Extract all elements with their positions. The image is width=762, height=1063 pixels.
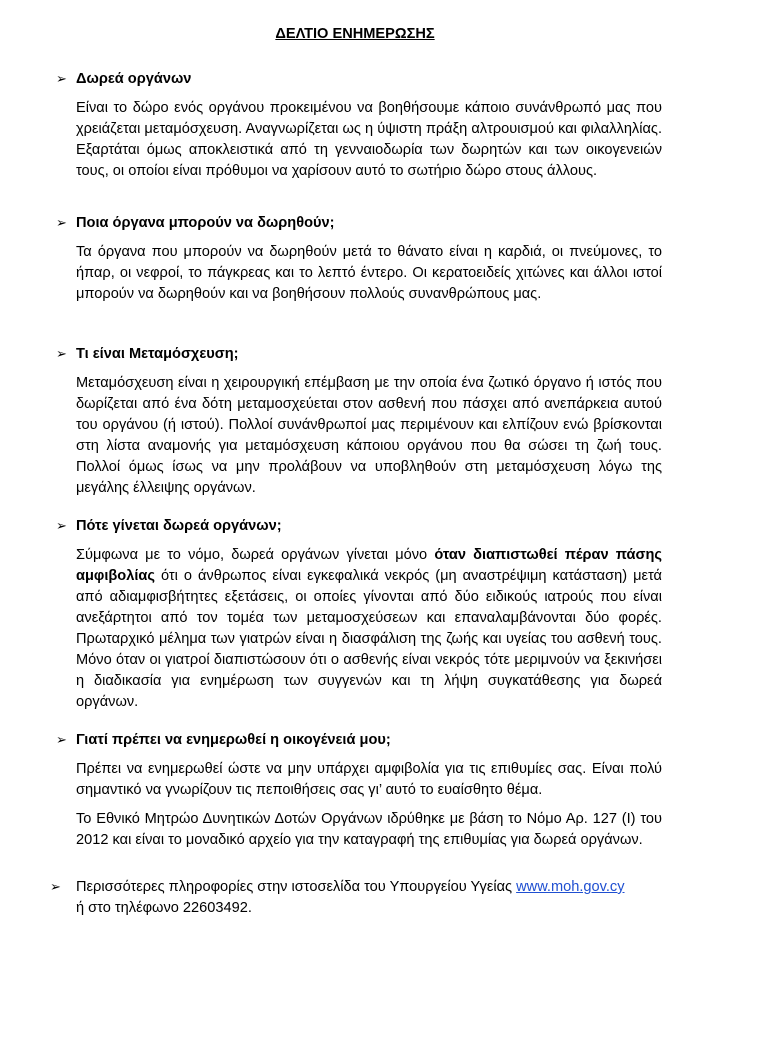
emphasis-text: όταν διαπιστωθεί πέραν πάσης αμφιβολίας (76, 547, 662, 584)
section-paragraph: Μεταμόσχευση είναι η χειρουργική επέμβαση με την οποία ένα ζωτικό όργανο ή ιστός που δωρίζεται από ένα δότη μεταμοσχεύεται στον ασθενή που πάσχει από ανεπάρκεια αυτού του οργάνου (ή ιστού). Πολλοί συνάνθρωποί μας περιμένουν και ελπίζουν ενώ βρίσκονται στη λίστα αναμονής για μεταμόσχευση κάποιου οργάνου που θα σώσει τη ζωή τους. Πολλοί όμως ίσως να μην προλάβουν να υποβληθούν στη μεταμόσχευση λόγω της μεγάλης έλλειψης οργάνων. (76, 375, 662, 496)
section-heading (56, 729, 662, 751)
document-title: ΔΕΛΤΙΟ ΕΝΗΜΕΡΩΣΗΣ (275, 26, 435, 42)
section-inform-family (56, 729, 662, 851)
more-info-prefix: Περισσότερες πληροφορίες στην ιστοσελίδα του Υπουργείου Υγείας (76, 879, 517, 895)
section-which-organs (56, 212, 662, 305)
section-heading (56, 515, 662, 537)
heading-text: Δωρεά οργάνων (76, 71, 192, 87)
section-heading (56, 343, 662, 365)
heading-text: Τι είναι Μεταμόσχευση; (76, 346, 239, 362)
arrow-bullet-icon: ➢ (56, 732, 67, 747)
arrow-bullet-icon: ➢ (56, 518, 67, 533)
section-paragraph: Είναι το δώρο ενός οργάνου προκειμένου να βοηθήσουμε κάποιο συνάνθρωπό μας που χρειάζεται μεταμόσχευση. Αναγνωρίζεται ως η ύψιστη πράξη αλτρουισμού και φιλαλληλίας. Εξαρτάται όμως αποκλειστικά από τη γενναιοδωρία των δωρητών και των οικογενειών τους, οι οποίοι είναι πρόθυμοι να χαρίσουν αυτό το σωτήριο δώρο στους άλλους. (76, 100, 662, 179)
arrow-bullet-icon: ➢ (56, 215, 67, 230)
arrow-bullet-icon: ➢ (56, 71, 67, 86)
heading-text: Ποια όργανα μπορούν να δωρηθούν; (76, 215, 335, 231)
more-info (50, 876, 676, 919)
arrow-bullet-icon: ➢ (50, 879, 61, 894)
paragraph-text: ότι ο άνθρωπος είναι εγκεφαλικά νεκρός (μη αναστρέψιμη κατάσταση) μετά από αδιαμφισβήτητες εξετάσεις, οι οποίες γίνονται από δύο ειδικούς ιατρούς που είναι ανεξάρτητοι από τον τομέα των μεταμοσχεύσεων και επαναλαμβάνονται δύο φορές. Πρωταρχικό μέλημα των γιατρών είναι η διασφάλιση της ζωής και υγείας του ασθενή τους. Μόνο όταν οι γιατροί διαπιστώσουν ότι ο ασθενής είναι νεκρός τότε μεριμνούν να ξεκινήσει η διαδικασία για ενημέρωση των συγγενών και τη λήψη συγκατάθεσης για δωρεά οργάνων. (76, 568, 662, 710)
arrow-bullet-icon: ➢ (56, 346, 67, 361)
section-organ-donation (56, 68, 662, 182)
section-paragraph (76, 545, 662, 713)
section-paragraph: Τα όργανα που μπορούν να δωρηθούν μετά το θάνατο είναι η καρδιά, οι πνεύμονες, το ήπαρ, οι νεφροί, το πάγκρεας και το λεπτό έντερο. Οι κερατοειδείς χιτώνες και άλλοι ιστοί μπορούν να δωρηθούν και να βοηθήσουν πολλούς συνανθρώπους μας. (76, 244, 662, 302)
heading-text: Πότε γίνεται δωρεά οργάνων; (76, 518, 282, 534)
more-info-line (50, 876, 676, 919)
phone-text: ή στο τηλέφωνο 22603492. (76, 900, 252, 916)
paragraph-text: Σύμφωνα με το νόμο, δωρεά οργάνων γίνεται μόνο (76, 547, 435, 563)
section-heading (56, 212, 662, 234)
section-when-donation (56, 515, 662, 713)
section-what-is-transplant (56, 343, 662, 499)
section-paragraph: Το Εθνικό Μητρώο Δυνητικών Δοτών Οργάνων ιδρύθηκε με βάση το Νόμο Αρ. 127 (Ι) του 2012 και είναι το μοναδικό αρχείο για την καταγραφή της επιθυμίας για δωρεά οργάνων. (76, 811, 662, 848)
section-paragraph: Πρέπει να ενημερωθεί ώστε να μην υπάρχει αμφιβολία για τις επιθυμίες σας. Είναι πολύ σημαντικό να γνωρίζουν τις πεποιθήσεις σας γι’ αυτό το ευαίσθητο θέμα. (76, 761, 662, 798)
section-heading (56, 68, 662, 90)
ministry-website-link[interactable]: www.moh.gov.cy (516, 879, 625, 895)
more-info-text (76, 877, 676, 919)
heading-text: Γιατί πρέπει να ενημερωθεί η οικογένειά μου; (76, 732, 391, 748)
